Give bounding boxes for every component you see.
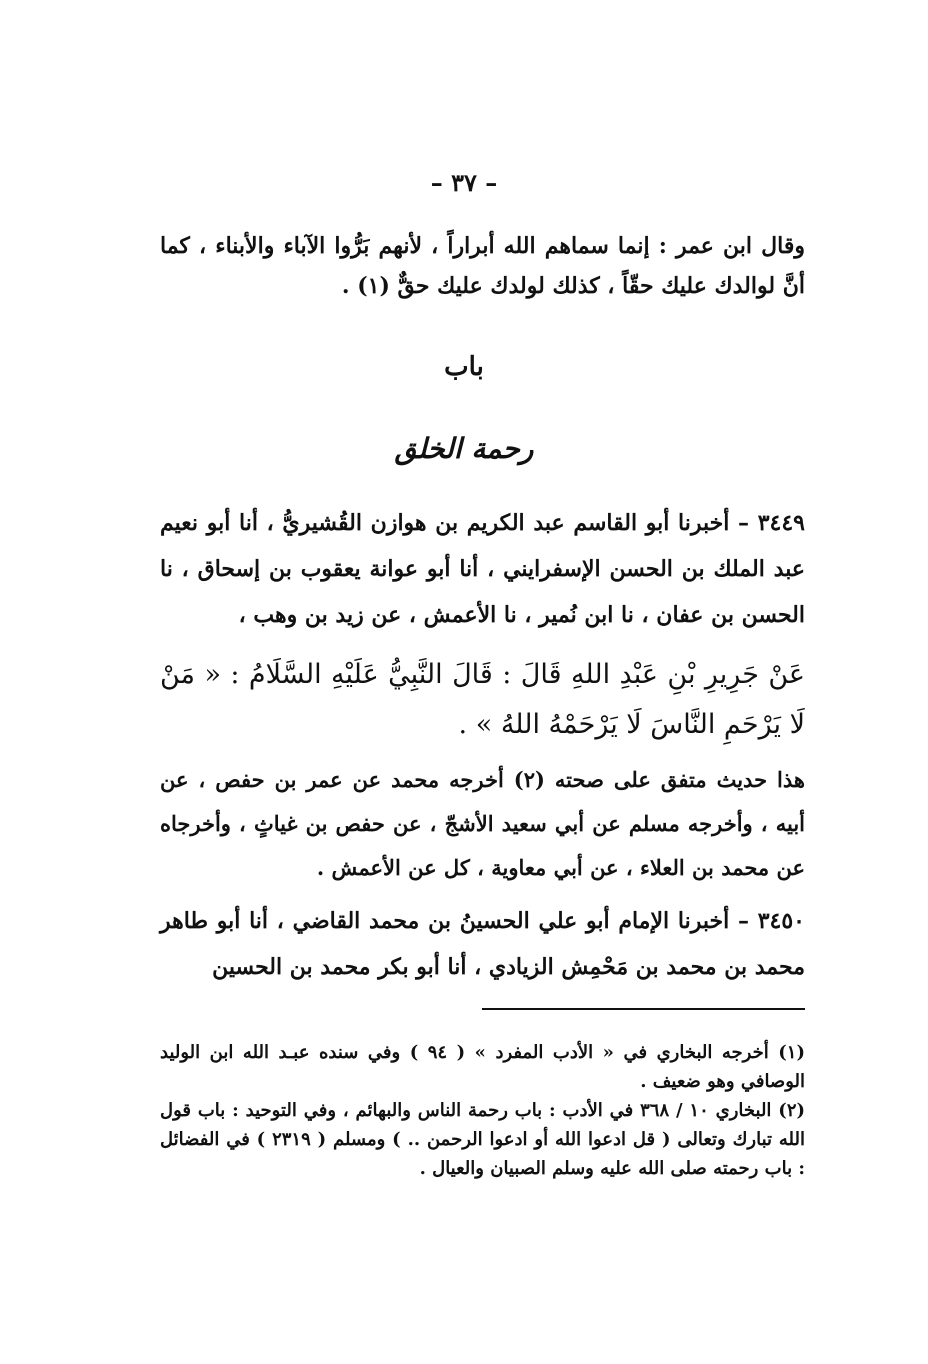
footnote-1: (١) أخرجه البخاري في « الأدب المفرد » ( ٩٤ ) وفي سنده عبـد الله ابن الوليد الوصافي وهو ضعيف . bbox=[160, 1042, 805, 1092]
footnotes bbox=[160, 1038, 805, 1183]
hadith-3449-matn: عَنْ جَرِيرِ بْنِ عَبْدِ اللهِ قَالَ : قَالَ النَّبِيُّ عَلَيْهِ السَّلَامُ : « مَنْ لَا يَرْحَمِ النَّاسَ لَا يَرْحَمْهُ اللهُ » . bbox=[160, 659, 805, 740]
page-number: – ٣٧ – bbox=[430, 168, 498, 197]
footnote-divider bbox=[482, 1008, 805, 1010]
hadith-3450-isnad: ٣٤٥٠ – أخبرنا الإمام أبو علي الحسينُ بن محمد القاضي ، أنا أبو طاهر محمد بن محمد بن مَحْمِش الزيادي ، أنا أبو بكر محمد بن الحسين bbox=[160, 908, 805, 980]
footnote-2: (٢) البخاري ١٠ / ٣٦٨ في الأدب : باب رحمة الناس والبهائم ، وفي التوحيد : باب قول الله تبارك وتعالى ( قل ادعوا الله أو ادعوا الرحمن .. ) ومسلم ( ٢٣١٩ ) في الفضائل : باب رحمته صلى الله عليه وسلم الصبيان والعيال . bbox=[160, 1100, 806, 1179]
chapter-heading: باب bbox=[444, 352, 484, 382]
section-title: رحمة الخلق bbox=[394, 432, 534, 465]
hadith-3449-takhrij: هذا حديث متفق على صحته (٢) أخرجه محمد عن عمر بن حفص ، عن أبيه ، وأخرجه مسلم عن أبي سعيد الأشجّ ، عن حفص بن غياثٍ ، وأخرجاه عن محمد بن العلاء ، عن أبي معاوية ، كل عن الأعمش . bbox=[160, 767, 805, 880]
intro-paragraph: وقال ابن عمر : إنما سماهم الله أبراراً ، لأنهم بَرُّوا الآباء والأبناء ، كما أنَّ لوالدك عليك حقّاً ، كذلك لولدك عليك حقٌّ (١) . bbox=[160, 233, 805, 299]
hadith-3449-isnad: ٣٤٤٩ – أخبرنا أبو القاسم عبد الكريم بن هوازن القُشيريُّ ، أنا أبو نعيم عبد الملك بن الحسن الإسفرايني ، أنا أبو عوانة يعقوب بن إسحاق ، نا الحسن بن عفان ، نا ابن نُمير ، نا الأعمش ، عن زيد بن وهب ، bbox=[160, 510, 805, 628]
